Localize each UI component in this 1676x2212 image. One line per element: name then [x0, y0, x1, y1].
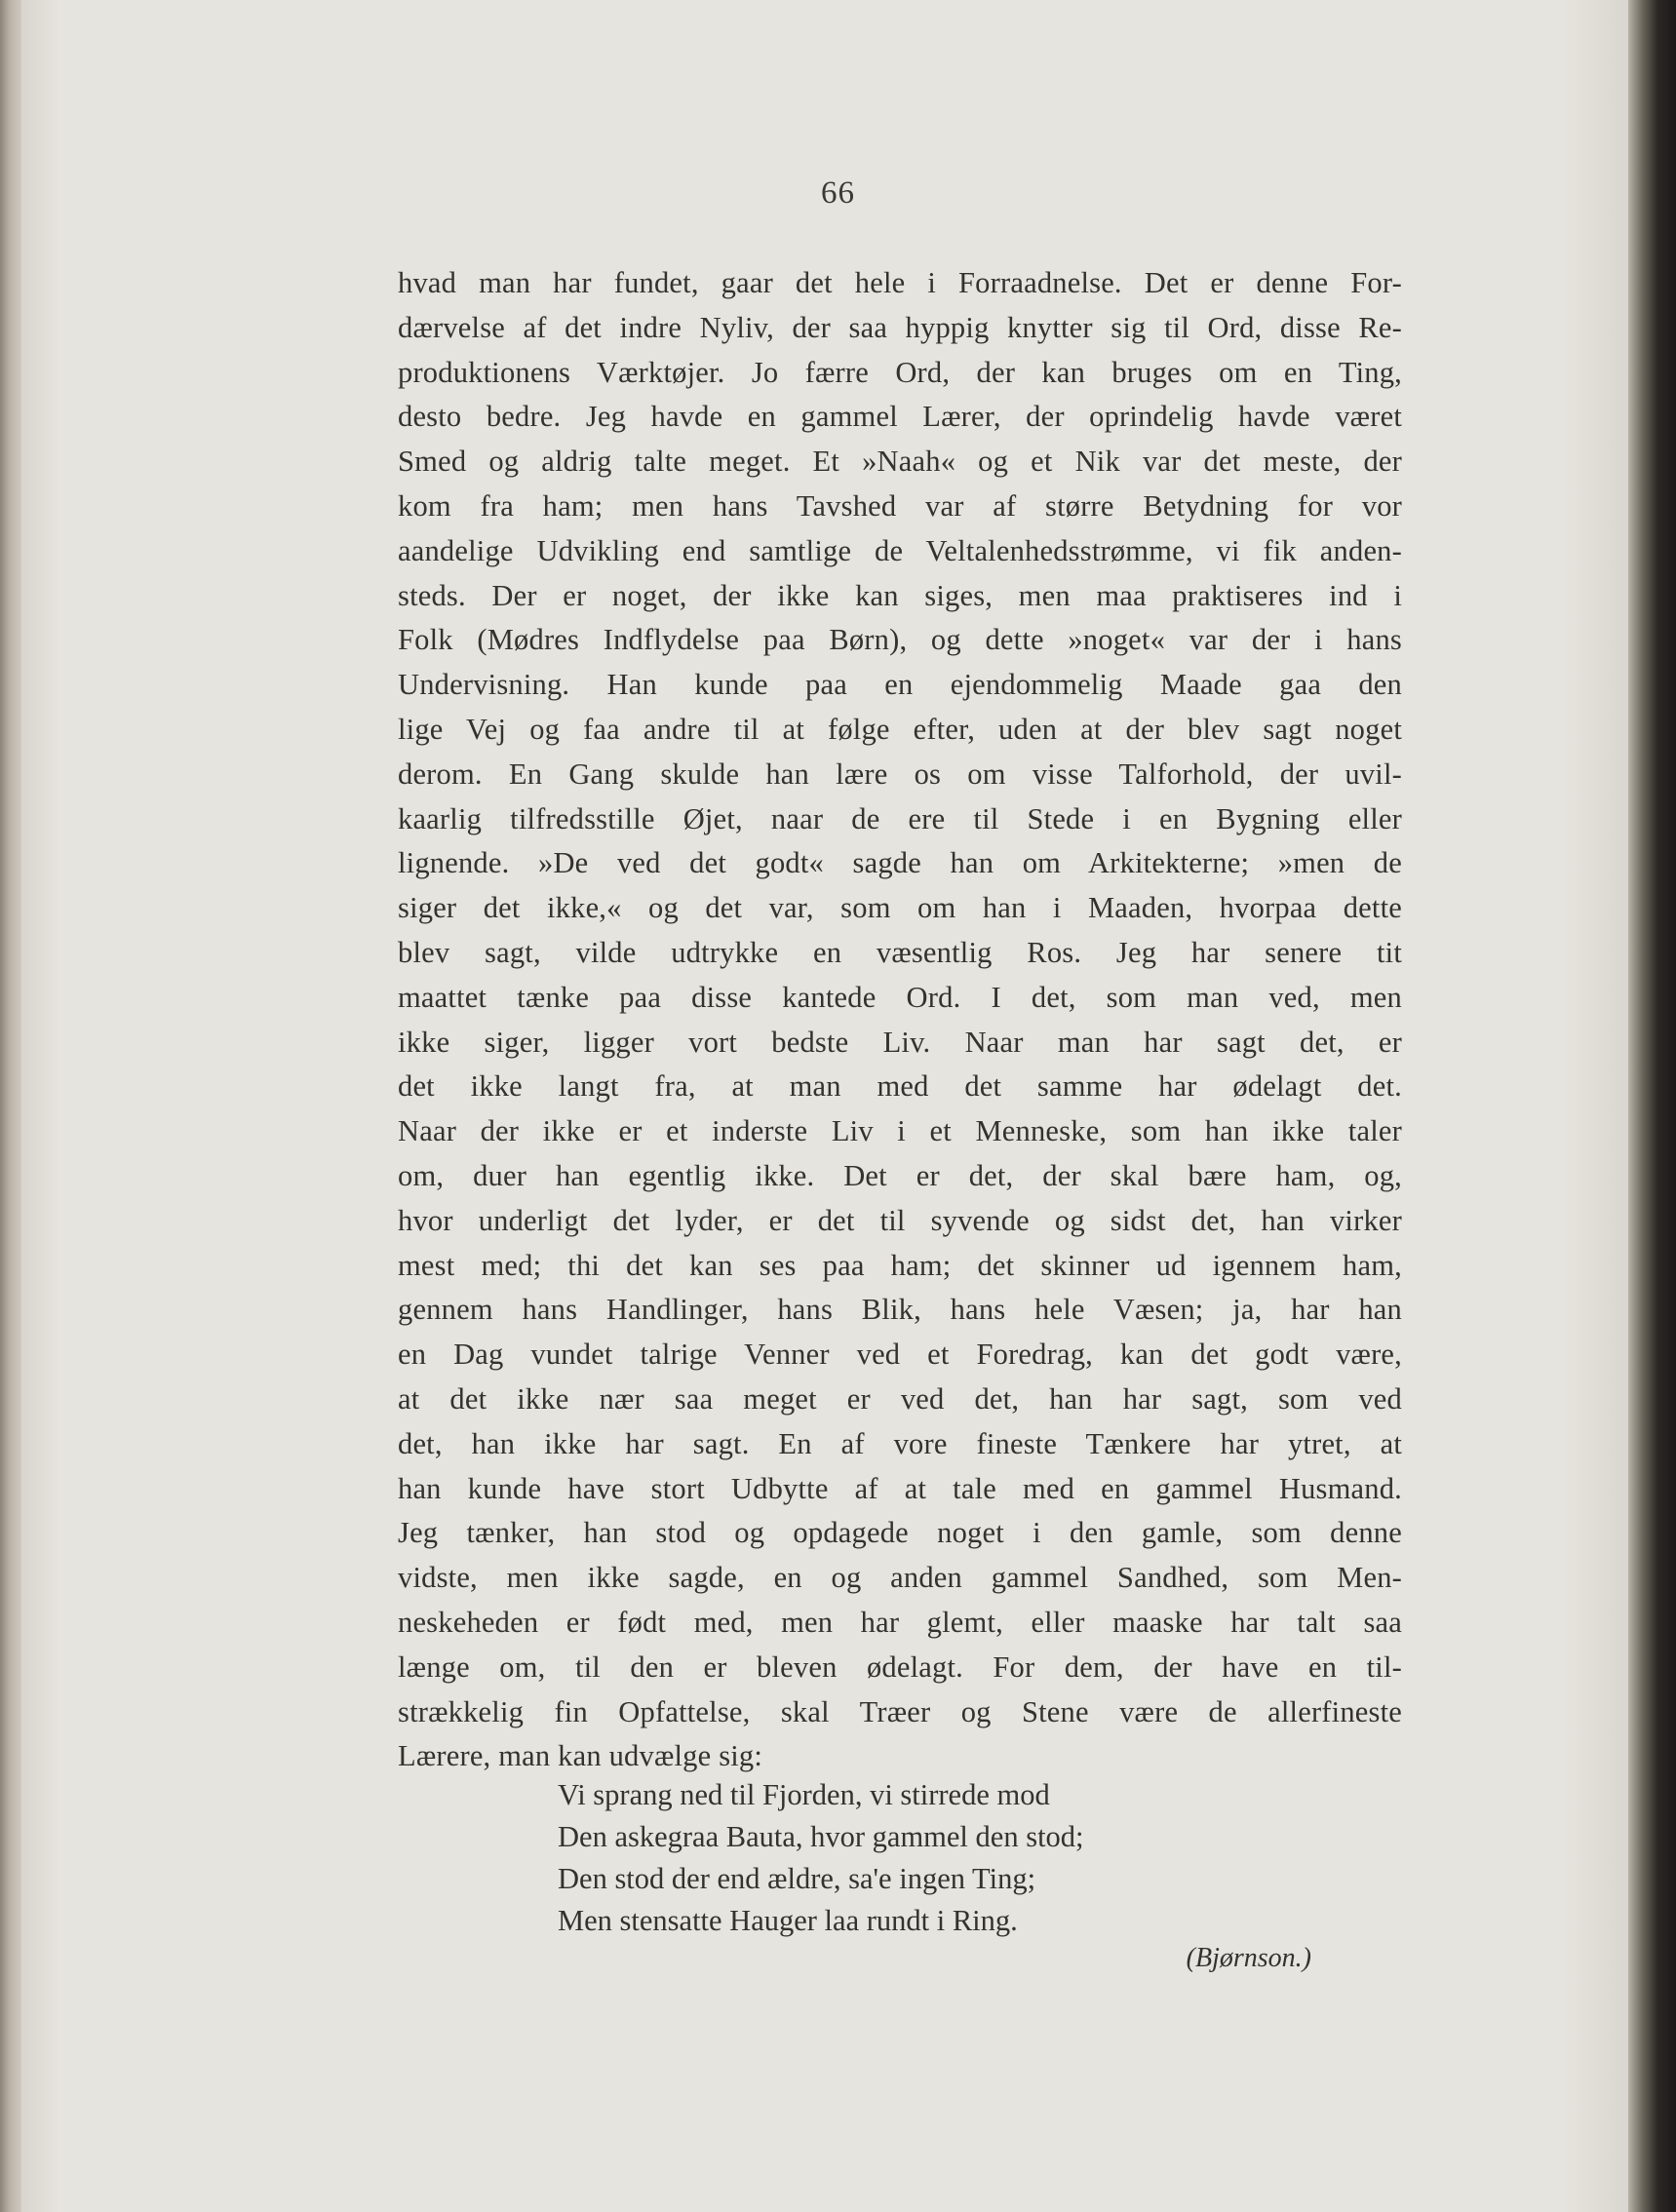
text-line: desto bedre. Jeg havde en gammel Lærer, der oprindelig havde været: [398, 400, 1402, 434]
text-line: produktionens Værktøjer. Jo færre Ord, der kan bruges om en Ting,: [398, 355, 1402, 389]
text-line: neskeheden er født med, men har glemt, eller maaske har talt saa: [398, 1605, 1402, 1639]
text-line: dærvelse af det indre Nyliv, der saa hyppig knytter sig til Ord, disse Re-: [398, 310, 1402, 344]
text-line: ikke siger, ligger vort bedste Liv. Naar man har sagt det, er: [398, 1025, 1402, 1059]
page-number: 66: [821, 175, 855, 211]
text-line: siger det ikke,« og det var, som om han i Maaden, hvorpaa dette: [398, 891, 1402, 925]
text-line: aandelige Udvikling end samtlige de Veltalenhedsstrømme, vi fik anden-: [398, 533, 1402, 567]
text-line: kaarlig tilfredsstille Øjet, naar de ere til Stede i en Bygning eller: [398, 801, 1402, 835]
text-line: han kunde have stort Udbytte af at tale med en gammel Husmand.: [398, 1471, 1402, 1505]
verse-attribution: (Bjørnson.): [1186, 1943, 1311, 1973]
text-line: hvad man har fundet, gaar det hele i Forraadnelse. Det er denne For-: [398, 266, 1402, 299]
body-text: [398, 261, 1402, 1779]
text-line: lige Vej og faa andre til at følge efter, uden at der blev sagt noget: [398, 712, 1402, 746]
text-line: strækkelig fin Opfattelse, skal Træer og Stene være de allerfineste: [398, 1694, 1402, 1728]
text-line: lignende. »De ved det godt« sagde han om Arkitekterne; »men de: [398, 846, 1402, 880]
text-line: at det ikke nær saa meget er ved det, han har sagt, som ved: [398, 1381, 1402, 1416]
text-line: steds. Der er noget, der ikke kan siges, men maa praktiseres ind i: [398, 578, 1402, 612]
text-line: længe om, til den er bleven ødelagt. For dem, der have en til-: [398, 1649, 1402, 1684]
verse-line: Men stensatte Hauger laa rundt i Ring.: [558, 1904, 1018, 1937]
text-line: kom fra ham; men hans Tavshed var af større Betydning for vor: [398, 488, 1402, 523]
text-line: gennem hans Handlinger, hans Blik, hans hele Væsen; ja, har han: [398, 1293, 1402, 1327]
text-line: en Dag vundet talrige Venner ved et Foredrag, kan det godt være,: [398, 1338, 1402, 1372]
text-line: Folk (Mødres Indflydelse paa Børn), og dette »noget« var der i hans: [398, 623, 1402, 657]
text-line: Naar der ikke er et inderste Liv i et Menneske, som han ikke taler: [398, 1114, 1402, 1148]
text-line: det ikke langt fra, at man med det samme har ødelagt det.: [398, 1069, 1402, 1104]
text-line: om, duer han egentlig ikke. Det er det, der skal bære ham, og,: [398, 1158, 1402, 1192]
text-line: det, han ikke har sagt. En af vore fineste Tænkere har ytret, at: [398, 1426, 1402, 1460]
book-binding-shadow: [1628, 0, 1676, 2212]
text-line: hvor underligt det lyder, er det til syvende og sidst det, han virker: [398, 1203, 1402, 1237]
verse-line: Den askegraa Bauta, hvor gammel den stod;: [558, 1820, 1084, 1853]
verse-quote: [558, 1774, 1299, 1942]
text-line: mest med; thi det kan ses paa ham; det skinner ud igennem ham,: [398, 1248, 1402, 1282]
text-line: derom. En Gang skulde han lære os om visse Talforhold, der uvil-: [398, 757, 1402, 791]
text-line: Jeg tænker, han stod og opdagede noget i den gamle, som denne: [398, 1516, 1402, 1550]
verse-line: Vi sprang ned til Fjorden, vi stirrede mod: [558, 1778, 1050, 1811]
text-line: blev sagt, vilde udtrykke en væsentlig Ros. Jeg har senere tit: [398, 935, 1402, 969]
text-line: Smed og aldrig talte meget. Et »Naah« og et Nik var det meste, der: [398, 445, 1402, 479]
left-page-edge: [0, 0, 21, 2212]
text-line: Undervisning. Han kunde paa en ejendommelig Maade gaa den: [398, 668, 1402, 702]
text-line: maattet tænke paa disse kantede Ord. I det, som man ved, men: [398, 980, 1402, 1014]
text-line: Lærere, man kan udvælge sig:: [398, 1739, 763, 1773]
verse-line: Den stod der end ældre, sa'e ingen Ting;: [558, 1862, 1036, 1895]
text-line: vidste, men ikke sagde, en og anden gammel Sandhed, som Men-: [398, 1561, 1402, 1595]
